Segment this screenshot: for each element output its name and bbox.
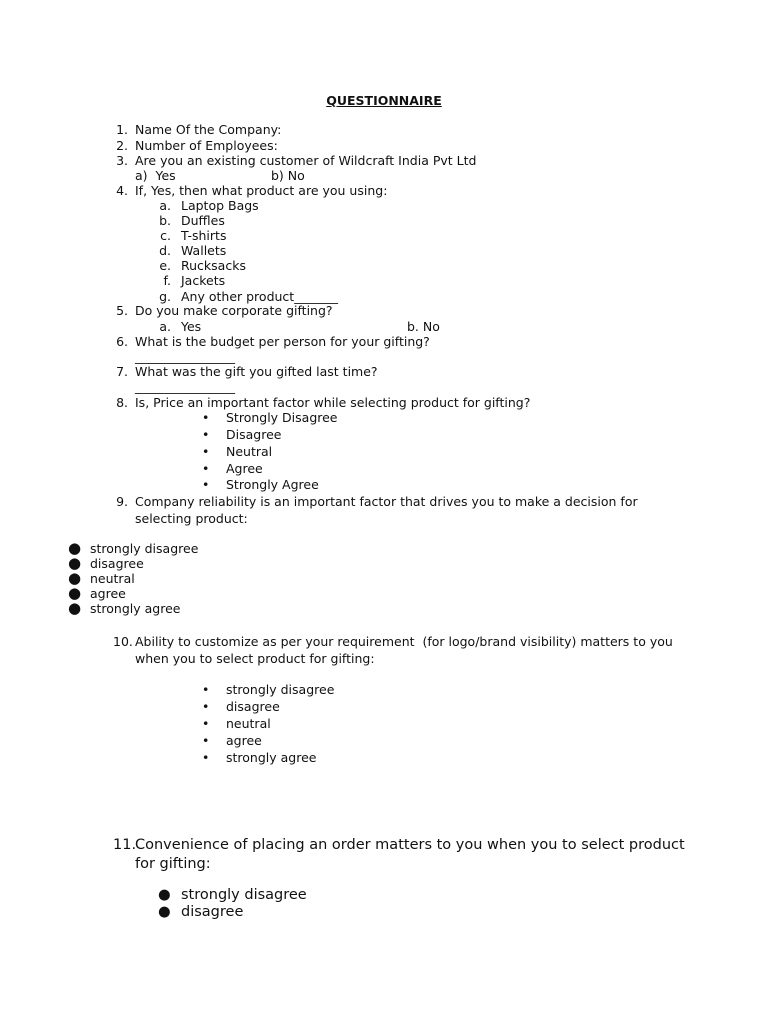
- q11-option-strongly-disagree: strongly disagree: [181, 887, 307, 903]
- q3-text: Are you an existing customer of Wildcraft India Pvt Ltd: [135, 153, 477, 168]
- q10-option-strongly-agree: strongly agree: [226, 750, 317, 765]
- q8-option-strongly-disagree: Strongly Disagree: [226, 410, 338, 425]
- bullet-icon: •: [202, 461, 210, 476]
- q10-option-agree: agree: [226, 733, 262, 748]
- bullet-icon: ●: [68, 539, 82, 557]
- q4-number: 4.: [116, 183, 128, 198]
- q7-number: 7.: [116, 364, 128, 379]
- q7-answer-blank: ________________: [135, 379, 235, 394]
- bullet-icon: ●: [68, 599, 82, 617]
- q10-option-disagree: disagree: [226, 699, 280, 714]
- bullet-icon: ●: [68, 554, 82, 572]
- q4-text: If, Yes, then what product are you using:: [135, 183, 388, 198]
- q8-text: Is, Price an important factor while selecting product for gifting?: [135, 395, 531, 410]
- q4-item-other-product: Any other product_______: [181, 289, 338, 304]
- q1-text: Name Of the Company:: [135, 122, 282, 137]
- q10-option-strongly-disagree: strongly disagree: [226, 682, 335, 697]
- q9-text-line2: selecting product:: [135, 511, 248, 526]
- bullet-icon: •: [202, 733, 210, 748]
- q8-option-agree: Agree: [226, 461, 263, 476]
- q3-option-no: b) No: [271, 168, 305, 183]
- q4-item-letter: a.: [159, 198, 171, 213]
- q9-number: 9.: [116, 494, 128, 509]
- bullet-icon: •: [202, 444, 210, 459]
- q4-item-letter: c.: [160, 228, 171, 243]
- q11-option-disagree: disagree: [181, 904, 244, 920]
- q6-number: 6.: [116, 334, 128, 349]
- q6-text: What is the budget per person for your gifting?: [135, 334, 430, 349]
- q4-item-letter: b.: [159, 213, 171, 228]
- q8-option-neutral: Neutral: [226, 444, 273, 459]
- bullet-icon: •: [202, 716, 210, 731]
- q3-number: 3.: [116, 153, 128, 168]
- bullet-icon: •: [202, 750, 210, 765]
- q4-item-laptop-bags: Laptop Bags: [181, 198, 259, 213]
- q6-answer-blank: ________________: [135, 349, 235, 364]
- q4-item-rucksacks: Rucksacks: [181, 258, 246, 273]
- bullet-icon: •: [202, 477, 210, 492]
- q10-text-line2: when you to select product for gifting:: [135, 651, 375, 666]
- q5-option-letter: a.: [159, 319, 171, 334]
- q4-item-letter: d.: [159, 243, 171, 258]
- q9-option-strongly-disagree: strongly disagree: [90, 541, 199, 556]
- q3-option-yes: a) Yes: [135, 168, 176, 183]
- page-title: QUESTIONNAIRE: [326, 93, 442, 108]
- q11-text-line2: for gifting:: [135, 856, 211, 872]
- q9-option-neutral: neutral: [90, 571, 135, 586]
- q4-item-letter: e.: [159, 258, 171, 273]
- q10-number: 10.: [113, 634, 133, 649]
- q8-option-strongly-agree: Strongly Agree: [226, 477, 319, 492]
- q4-item-duffles: Duffles: [181, 213, 225, 228]
- q4-item-tshirts: T-shirts: [181, 228, 227, 243]
- q9-option-disagree: disagree: [90, 556, 144, 571]
- q9-option-strongly-agree: strongly agree: [90, 601, 181, 616]
- q4-item-letter: f.: [163, 273, 171, 288]
- q8-option-disagree: Disagree: [226, 427, 282, 442]
- bullet-icon: ●: [68, 569, 82, 587]
- q11-number: 11.: [113, 837, 137, 853]
- bullet-icon: •: [202, 410, 210, 425]
- q4-item-jackets: Jackets: [181, 273, 226, 288]
- q7-text: What was the gift you gifted last time?: [135, 364, 378, 379]
- q5-option-yes: Yes: [181, 319, 202, 334]
- q5-number: 5.: [116, 303, 128, 318]
- bullet-icon: ●: [158, 887, 171, 903]
- q10-option-neutral: neutral: [226, 716, 271, 731]
- q4-item-wallets: Wallets: [181, 243, 227, 258]
- q5-option-no: b. No: [407, 319, 440, 334]
- q4-item-letter: g.: [159, 289, 171, 304]
- bullet-icon: •: [202, 699, 210, 714]
- bullet-icon: ●: [68, 584, 82, 602]
- bullet-icon: ●: [158, 904, 171, 920]
- q9-option-agree: agree: [90, 586, 126, 601]
- q1-number: 1.: [116, 122, 128, 137]
- q5-text: Do you make corporate gifting?: [135, 303, 333, 318]
- q2-text: Number of Employees:: [135, 138, 278, 153]
- bullet-icon: •: [202, 682, 210, 697]
- q10-text-line1: Ability to customize as per your requirement (for logo/brand visibility) matters to you: [135, 634, 673, 649]
- bullet-icon: •: [202, 427, 210, 442]
- q2-number: 2.: [116, 138, 128, 153]
- q8-number: 8.: [116, 395, 128, 410]
- q9-text-line1: Company reliability is an important factor that drives you to make a decision for: [135, 494, 638, 509]
- q11-text-line1: Convenience of placing an order matters to you when you to select product: [135, 837, 685, 853]
